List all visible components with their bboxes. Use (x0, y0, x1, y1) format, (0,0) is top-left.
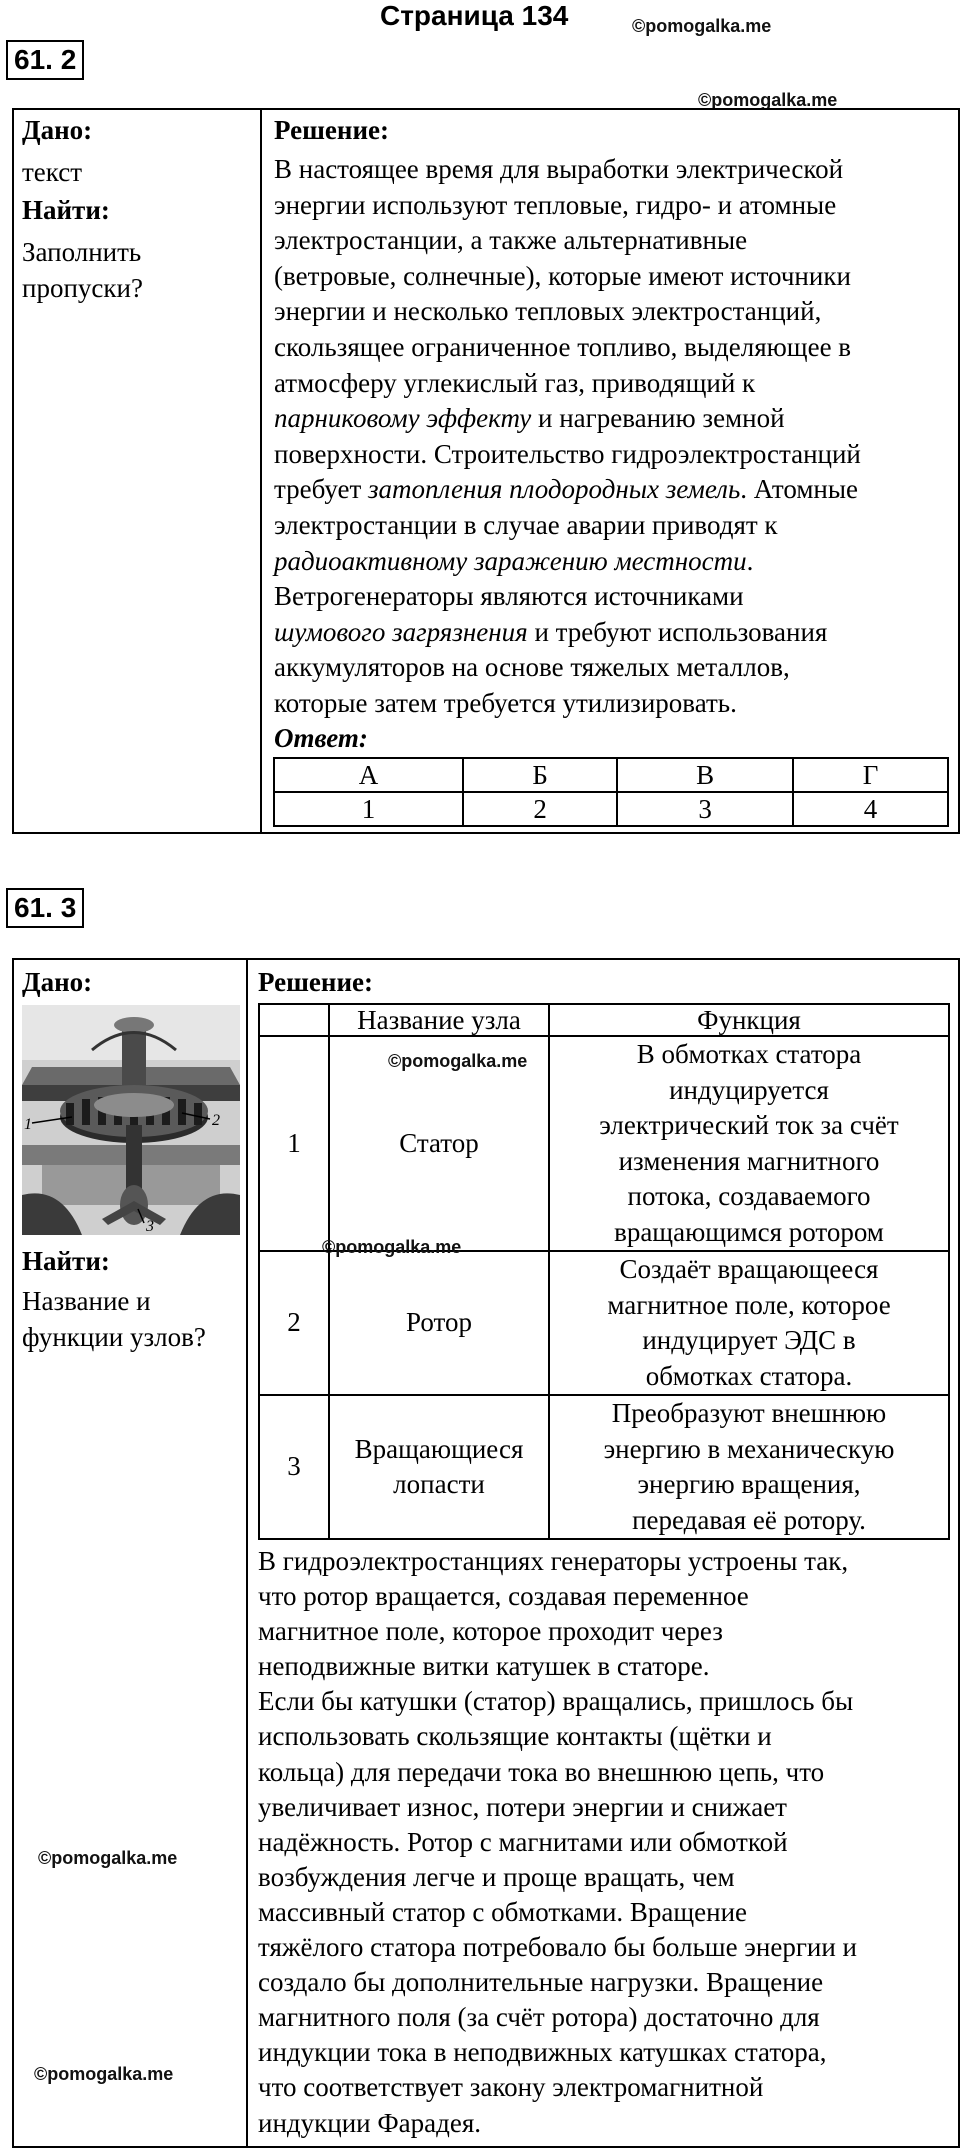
solution-line (274, 615, 954, 651)
solution-text-span: . (746, 545, 754, 576)
explanation-line: создало бы дополнительные нагрузки. Вращение (258, 1967, 824, 1998)
solution-line (274, 437, 954, 473)
explanation-line: возбуждения легче и проще вращать, чем (258, 1861, 735, 1892)
task-number: 61. 2 (6, 40, 84, 80)
figure-label: 1 (24, 1116, 32, 1133)
table-header-cell (259, 1004, 329, 1036)
solution-line (274, 294, 954, 330)
cell-line: В обмотках статора (636, 1039, 862, 1069)
find-line: функции узлов? (22, 1322, 206, 1352)
solution-text-span: и нагреванию земной (531, 403, 785, 434)
cell-line: лопасти (393, 1469, 485, 1499)
solution-label: Решение: (274, 115, 389, 145)
solution-line (274, 188, 954, 224)
solution-column (274, 112, 954, 754)
cell-line: вращающимся ротором (614, 1216, 884, 1247)
solution-text-span: . Атомные (740, 474, 858, 505)
find-label: Найти: (22, 1246, 110, 1276)
figure-label: 2 (212, 1112, 220, 1129)
explanation-line: кольца) для передачи тока во внешнюю цепь, что (258, 1756, 825, 1787)
cell-line: потока, создаваемого (627, 1181, 871, 1211)
table-cell-number: 1 (259, 1036, 329, 1251)
watermark: ©pomogalka.me (322, 1237, 462, 1257)
page-title: Страница 134 (380, 0, 569, 31)
table-cell-number: 2 (259, 1251, 329, 1395)
cell-line: обмотках статора. (645, 1360, 853, 1391)
explanation-line: индукции тока в неподвижных катушках статора, (258, 2037, 827, 2068)
explanation-line: массивный статор с обмотками. Вращение (258, 1896, 748, 1927)
cell-line: Ротор (406, 1307, 472, 1338)
solution-line (274, 650, 954, 686)
explanation-line: что ротор вращается, создавая переменное (258, 1581, 749, 1612)
cell-line: энергию в механическую (603, 1433, 895, 1464)
cell-line: Статор (399, 1127, 479, 1158)
table-row (259, 1251, 949, 1395)
cell-line: Создаёт вращающееся (619, 1254, 879, 1284)
task-number: 61. 3 (6, 888, 84, 928)
table-cell-number: 3 (259, 1395, 329, 1539)
explanation-text (258, 1544, 952, 2141)
explanation-line: магнитное поле, которое проходит через (258, 1616, 723, 1647)
cell-line: Вращающиеся (354, 1433, 524, 1464)
column-divider (246, 958, 248, 2148)
find-line: Заполнить (22, 237, 142, 267)
solution-line (274, 330, 954, 366)
answer-label: Ответ: (274, 722, 368, 753)
solution-text-span: энергии используют тепловые, гидро- и атомные (274, 189, 837, 220)
explanation-line: неподвижные витки катушек в статоре. (258, 1651, 710, 1682)
table-cell-name (329, 1395, 549, 1539)
watermark: ©pomogalka.me (698, 90, 838, 110)
solution-text-span: (ветровые, солнечные), которые имеют источники (274, 260, 851, 291)
explanation-line: тяжёлого статора потребовало бы больше энергии и (258, 1932, 857, 1963)
function-table (258, 1003, 950, 1540)
table-cell-function (549, 1251, 949, 1395)
table-header-cell: Функция (549, 1004, 949, 1036)
explanation-line: надёжность. Ротор с магнитами или обмоткой (258, 1826, 788, 1857)
table-cell-function (549, 1036, 949, 1251)
find-line: пропуски? (22, 273, 143, 303)
solution-text-span: требует (274, 474, 368, 505)
solution-line (274, 259, 954, 295)
solution-text-span: поверхности. Строительство гидроэлектростанций (274, 438, 861, 469)
solution-italic-text: затопления плодородных земель (368, 474, 741, 505)
find-block (22, 1243, 244, 1355)
cell-line: изменения магнитного (618, 1145, 880, 1176)
explanation-line: магнитного поля (за счёт ротора) достаточно для (258, 2002, 820, 2033)
answer-value-cell: 4 (793, 792, 948, 826)
figure-label: 3 (146, 1218, 154, 1235)
table-header-cell: Название узла (329, 1004, 549, 1036)
watermark: ©pomogalka.me (38, 1848, 178, 1868)
solution-text-span: электростанции, а также альтернативные (274, 225, 748, 256)
solution-label: Решение: (258, 967, 373, 997)
cell-line: индуцирует ЭДС в (642, 1325, 856, 1355)
given-label: Дано: (22, 115, 93, 145)
cell-line: магнитное поле, которое (607, 1289, 891, 1320)
column-divider (260, 108, 262, 832)
solution-text (274, 152, 954, 722)
solution-text-span: скользящее ограниченное топливо, выделяющее в (274, 331, 852, 362)
answer-value-cell: 3 (617, 792, 793, 826)
table-row (259, 1036, 949, 1251)
watermark: ©pomogalka.me (388, 1051, 528, 1071)
solution-line (274, 579, 954, 615)
solution-line (274, 401, 954, 437)
answer-value-cell: 2 (463, 792, 617, 826)
solution-text-span: электростанции в случае аварии приводят к (274, 509, 778, 540)
answer-header-cell: В (617, 758, 793, 792)
given-column (22, 112, 258, 306)
explanation-line: что соответствует закону электромагнитной (258, 2072, 764, 2103)
table-cell-function (549, 1395, 949, 1539)
table-cell-name (329, 1251, 549, 1395)
solution-line (274, 223, 954, 259)
solution-italic-text: радиоактивному заражению местности (274, 545, 747, 576)
solution-text-span: атмосферу углекислый газ, приводящий к (274, 367, 756, 398)
watermark: ©pomogalka.me (34, 2064, 174, 2084)
solution-line (274, 508, 954, 544)
watermark: ©pomogalka.me (632, 16, 772, 36)
table-header-row (259, 1004, 949, 1036)
answer-value-row (274, 792, 948, 826)
solution-text-span: В настоящее время для выработки электрической (274, 154, 844, 184)
explanation-line: использовать скользящие контакты (щётки и (258, 1721, 772, 1752)
solution-text-span: которые затем требуется утилизировать. (274, 687, 737, 718)
explanation-line: индукции Фарадея. (258, 2107, 482, 2138)
cell-line: Преобразуют внешнюю (611, 1398, 887, 1428)
table-row (259, 1395, 949, 1539)
given-label: Дано: (22, 967, 93, 997)
cell-line: электрический ток за счёт (599, 1110, 899, 1140)
given-value: текст (22, 157, 83, 187)
explanation-line: В гидроэлектростанциях генераторы устроены так, (258, 1546, 849, 1576)
solution-italic-text: шумового загрязнения (274, 616, 528, 647)
generator-figure (22, 1005, 240, 1235)
answer-table (273, 757, 949, 827)
solution-line (274, 686, 954, 722)
solution-line (274, 366, 954, 402)
cell-line: передавая её ротору. (632, 1504, 866, 1535)
answer-header-row (274, 758, 948, 792)
explanation-line: увеличивает износ, потери энергии и снижает (258, 1791, 787, 1822)
solution-line (274, 472, 954, 508)
solution-line (274, 152, 954, 188)
hydro-generator-illustration (22, 1005, 240, 1235)
solution-line (274, 544, 954, 580)
answer-header-cell: Б (463, 758, 617, 792)
solution-text-span: аккумуляторов на основе тяжелых металлов, (274, 652, 790, 683)
solution-italic-text: парниковому эффекту (274, 403, 532, 434)
solution-text-span: и требуют использования (527, 616, 828, 647)
explanation-line: Если бы катушки (статор) вращались, пришлось бы (258, 1686, 854, 1717)
solution-text-span: Ветрогенераторы являются источниками (274, 581, 744, 612)
cell-line: энергию вращения, (637, 1469, 861, 1499)
answer-value-cell: 1 (274, 792, 463, 826)
answer-header-cell: А (274, 758, 463, 792)
cell-line: индуцируется (669, 1074, 829, 1105)
solution-text-span: энергии и несколько тепловых электростанций, (274, 296, 822, 327)
answer-header-cell: Г (793, 758, 948, 792)
find-label: Найти: (22, 195, 110, 225)
find-line: Название и (22, 1286, 151, 1316)
